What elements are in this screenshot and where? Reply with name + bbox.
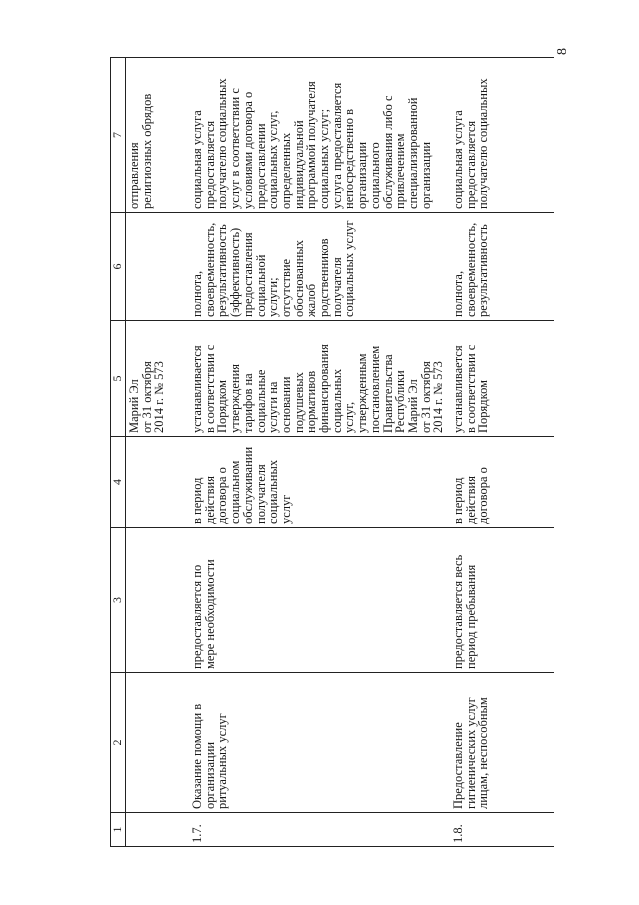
table-row	[186, 58, 447, 847]
service-period: в период действия договора о	[447, 437, 554, 528]
service-period: в период действия договора о социальном обслуживании получателя социальных услуг	[186, 437, 447, 528]
quality-indicators: полнота, своевременность, результативность	[447, 213, 554, 321]
header-col-3: 3	[111, 528, 126, 673]
services-table	[110, 57, 554, 847]
quality-indicators	[126, 213, 187, 321]
header-col-6: 6	[111, 213, 126, 321]
service-tariff: Марий Эл от 31 октября 2014 г. № 573	[126, 321, 187, 437]
service-period	[126, 437, 187, 528]
page-number: 8	[555, 48, 570, 55]
service-tariff: устанавливается в соответствии с Порядком	[447, 321, 554, 437]
header-col-5: 5	[111, 321, 126, 437]
service-conditions: социальная услуга предоставляется получателю социальных услуг в соответствии с условиями договора о предоставлении социальных услуг, определенных индивидуальной программой получателя социальных услуг; услуга предоставляется непосредственно в организации социального обслуживания либо с привлечением специализированной организации	[186, 58, 447, 213]
header-col-2: 2	[111, 673, 126, 813]
service-name	[126, 673, 187, 813]
service-scope	[126, 528, 187, 673]
service-tariff: устанавливается в соответствии с Порядком утверждения тарифов на социальные услуги на основании подушевых нормативов финансирования социальных услуг, утвержденным постановлением Правительства Республики Марий Эл от 31 октября 2014 г. № 573	[186, 321, 447, 437]
table-row	[126, 58, 187, 847]
row-number	[126, 813, 187, 847]
row-number: 1.8.	[447, 813, 554, 847]
header-col-4: 4	[111, 437, 126, 528]
service-name: Оказание помощи в организации ритуальных услуг	[186, 673, 447, 813]
service-scope: предоставляется по мере необходимости	[186, 528, 447, 673]
service-name: Предоставление гигиенических услуг лицам, неспособным	[447, 673, 554, 813]
header-col-7: 7	[111, 58, 126, 213]
header-col-1: 1	[111, 813, 126, 847]
row-number: 1.7.	[186, 813, 447, 847]
service-conditions: социальная услуга предоставляется получателю социальных	[447, 58, 554, 213]
service-scope: предоставляется весь период пребывания	[447, 528, 554, 673]
header-row	[111, 58, 126, 847]
table-row	[447, 58, 554, 847]
service-conditions: отправления религиозных обрядов	[126, 58, 187, 213]
quality-indicators: полнота, своевременность, результативность (эффективность) предоставления социальной услуги; отсутствие обоснованных жалоб родственников получателя социальных услуг	[186, 213, 447, 321]
